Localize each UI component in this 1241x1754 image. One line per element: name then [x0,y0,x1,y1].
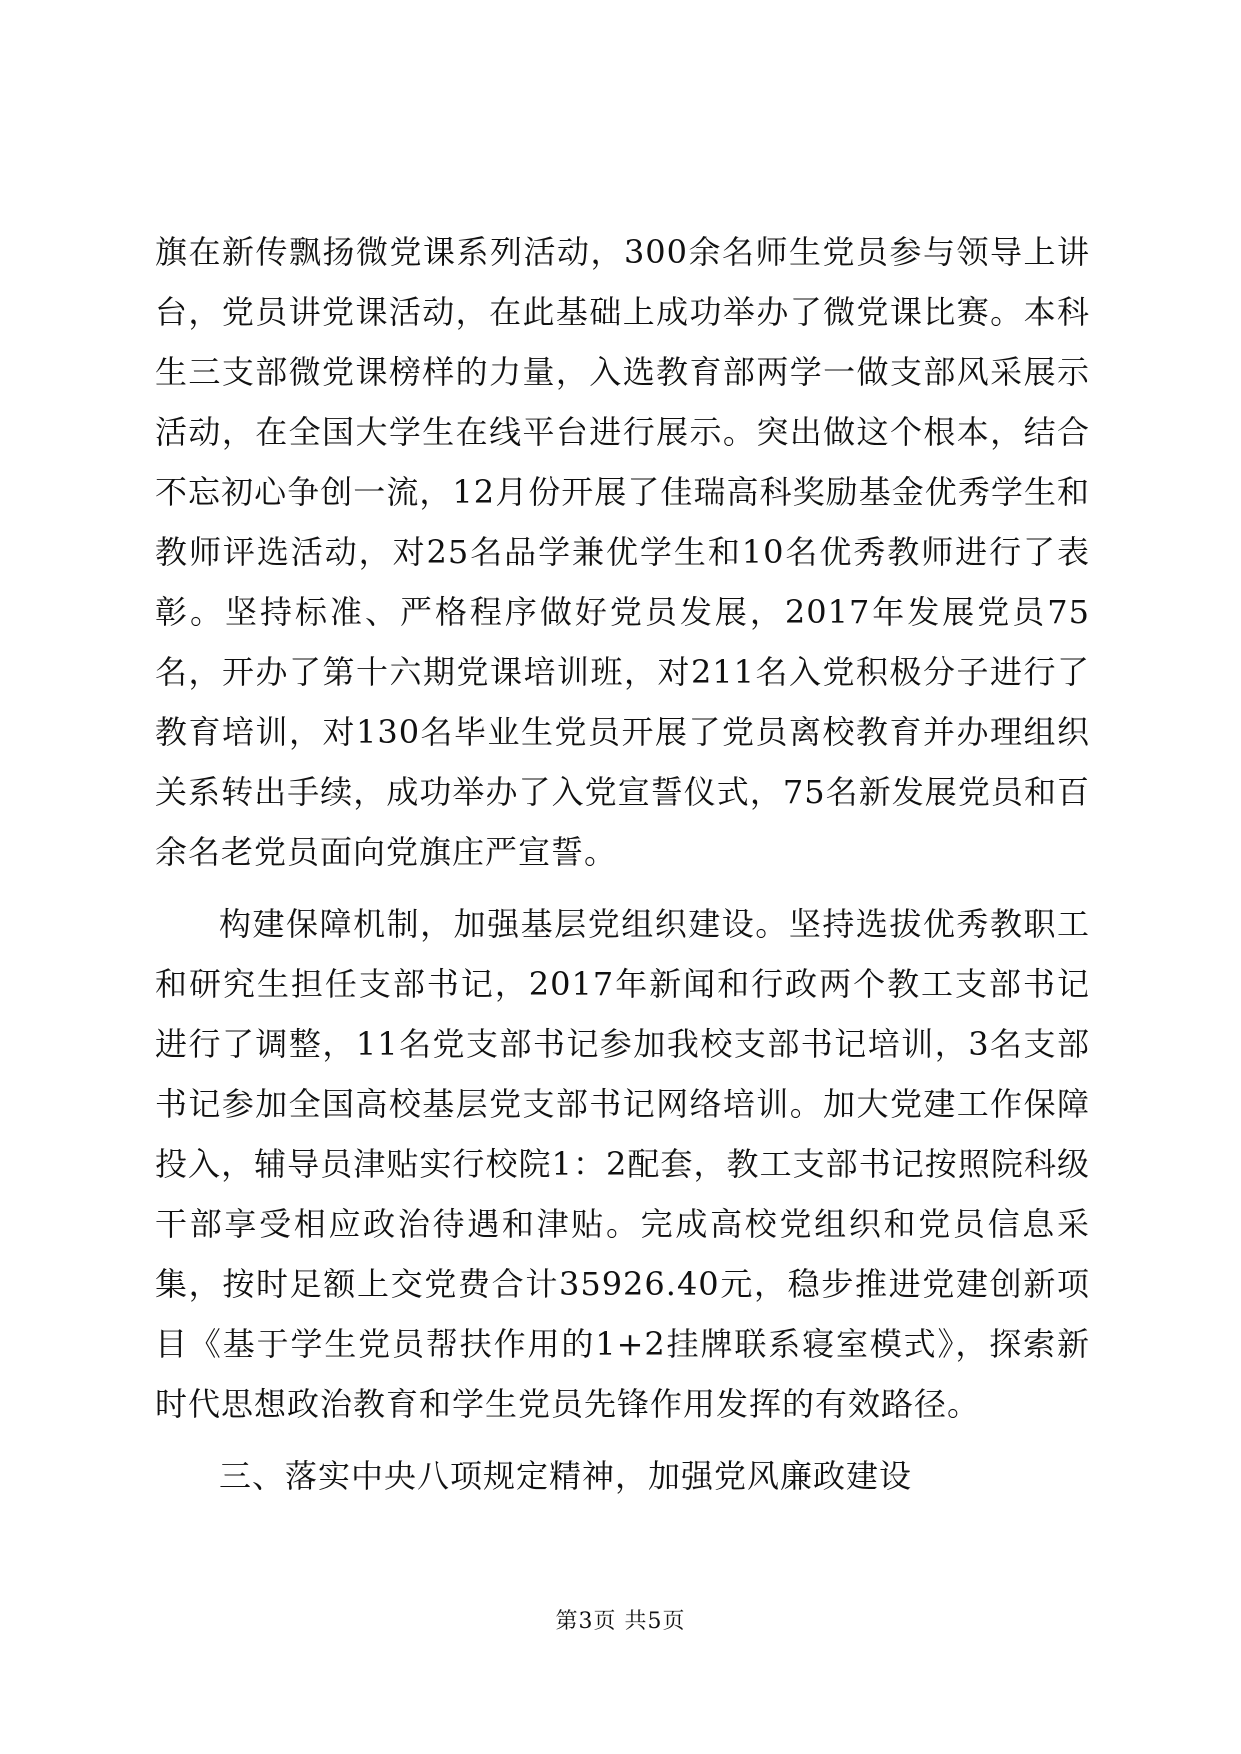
paragraph-party-building-guarantee: 构建保障机制，加强基层党组织建设。坚持选拔优秀教职工和研究生担任支部书记，2017年新闻和行政两个教工支部书记进行了调整，11名党支部书记参加我校支部书记培训，3名支部书记参加全国高校基层党支部书记网络培训。加大党建工作保障投入，辅导员津贴实行校院1：2配套，教工支部书记按照院科级干部享受相应政治待遇和津贴。完成高校党组织和党员信息采集，按时足额上交党费合计35926.40元，稳步推进党建创新项目《基于学生党员帮扶作用的1+2挂牌联系寝室模式》，探索新时代思想政治教育和学生党员先锋作用发挥的有效路径。 [155,905,1090,1423]
section-heading: 三、落实中央八项规定精神，加强党风廉政建设 [219,1457,913,1495]
paragraph-continuation: 旗在新传飘扬微党课系列活动，300余名师生党员参与领导上讲台，党员讲党课活动，在此基础上成功举办了微党课比赛。本科生三支部微党课榜样的力量，入选教育部两学一做支部风采展示活动，在全国大学生在线平台进行展示。突出做这个根本，结合不忘初心争创一流，12月份开展了佳瑞高科奖励基金优秀学生和教师评选活动，对25名品学兼优学生和10名优秀教师进行了表彰。坚持标准、严格程序做好党员发展，2017年发展党员75名，开办了第十六期党课培训班，对211名入党积极分子进行了教育培训，对130名毕业生党员开展了党员离校教育并办理组织关系转出手续，成功举办了入党宣誓仪式，75名新发展党员和百余名老党员面向党旗庄严宣誓。 [155,233,1090,871]
document-body [155,222,1090,1506]
page-footer: 第3页 共5页 [555,1609,686,1634]
